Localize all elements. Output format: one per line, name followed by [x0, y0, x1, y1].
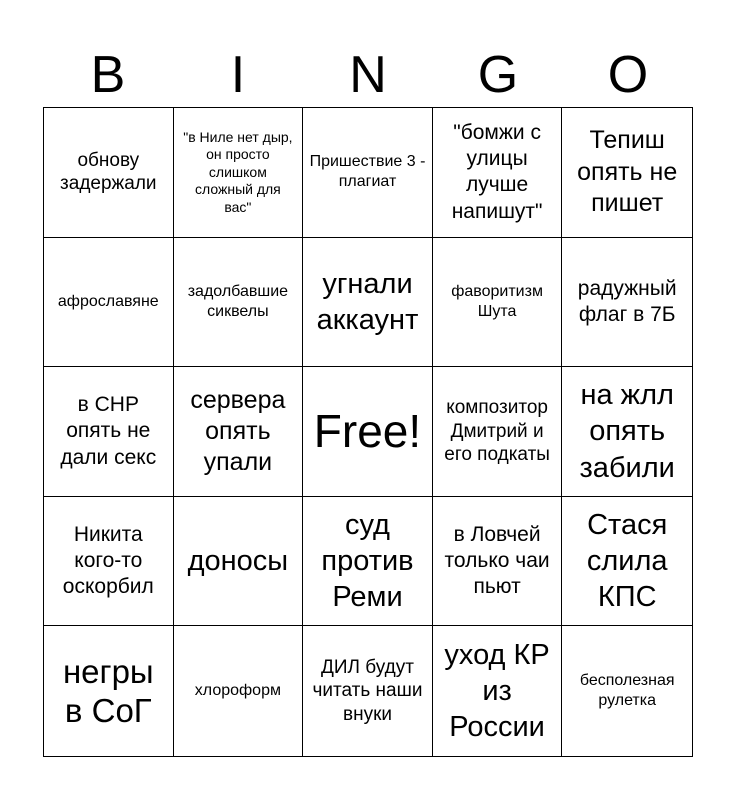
bingo-cell[interactable]	[174, 626, 304, 756]
bingo-cell[interactable]	[433, 367, 563, 497]
bingo-cell[interactable]	[562, 238, 692, 368]
bingo-cell-text: "в Ниле нет дыр, он просто слишком сложный для вас"	[183, 128, 293, 215]
header-letter-n: N	[349, 46, 387, 104]
bingo-cell-text: суд против Реми	[321, 508, 414, 614]
bingo-cell-text: Пришествие 3 - плагиат	[309, 153, 426, 191]
bingo-cell-text: композитор Дмитрий и его подкаты	[444, 396, 550, 466]
header-letter-o: O	[607, 46, 649, 104]
bingo-cell-text: доносы	[187, 544, 289, 577]
bingo-cell-text: уход КР из России	[444, 638, 550, 744]
bingo-cell-text: Тепиш опять не пишет	[577, 126, 678, 217]
bingo-cell-text: на жлл опять забили	[579, 379, 675, 484]
bingo-cell-text: "бомжи с улицы лучше напишут"	[451, 120, 543, 223]
bingo-cell[interactable]	[44, 367, 174, 497]
bingo-cell-text: задолбавшие сиквелы	[187, 282, 289, 320]
bingo-cell[interactable]	[303, 497, 433, 627]
bingo-cell-text: в СНР опять не дали секс	[60, 393, 157, 469]
bingo-cell-text: Стася слила КПС	[586, 508, 668, 614]
bingo-cell[interactable]	[303, 626, 433, 756]
bingo-cell[interactable]	[433, 108, 563, 238]
bingo-cell[interactable]	[303, 108, 433, 238]
bingo-cell-text: обнову задержали	[60, 149, 157, 195]
bingo-cell[interactable]	[433, 238, 563, 368]
bingo-cell-text: фаворитизм Шута	[451, 282, 543, 320]
bingo-cell-text: радужный флаг в 7Б	[577, 276, 677, 326]
bingo-board	[43, 107, 693, 757]
bingo-cell-text: бесполезная рулетка	[579, 672, 675, 710]
bingo-cell[interactable]	[562, 626, 692, 756]
bingo-cell-text: хлороформ	[194, 682, 281, 700]
bingo-cell-text: Никита кого-то оскорбил	[62, 522, 154, 599]
bingo-cell[interactable]	[44, 108, 174, 238]
bingo-cell[interactable]	[44, 238, 174, 368]
bingo-cell-text: Free!	[313, 405, 422, 458]
bingo-cell-text: в Ловчей только чаи пьют	[444, 522, 550, 599]
bingo-cell[interactable]	[562, 108, 692, 238]
bingo-cell[interactable]	[174, 108, 304, 238]
bingo-cell-text: афрославяне	[57, 292, 159, 310]
bingo-cell[interactable]	[433, 626, 563, 756]
bingo-cell[interactable]	[174, 497, 304, 627]
header-letter-b: B	[90, 46, 126, 104]
bingo-cell[interactable]	[44, 626, 174, 756]
bingo-cell-text: негры в СоГ	[62, 652, 154, 730]
bingo-header	[43, 40, 693, 110]
bingo-cell-text: угнали аккаунт	[316, 267, 419, 336]
bingo-free-cell[interactable]	[303, 367, 433, 497]
header-letter-i: I	[230, 46, 246, 104]
bingo-cell-text: сервера опять упали	[190, 385, 286, 477]
header-letter-g: G	[477, 46, 519, 104]
bingo-cell[interactable]	[174, 367, 304, 497]
bingo-cell-text: ДИЛ будут читать наши внуки	[312, 656, 423, 726]
bingo-cell[interactable]	[174, 238, 304, 368]
bingo-cell[interactable]	[433, 497, 563, 627]
bingo-cell[interactable]	[562, 367, 692, 497]
bingo-cell[interactable]	[303, 238, 433, 368]
bingo-cell[interactable]	[562, 497, 692, 627]
bingo-cell[interactable]	[44, 497, 174, 627]
